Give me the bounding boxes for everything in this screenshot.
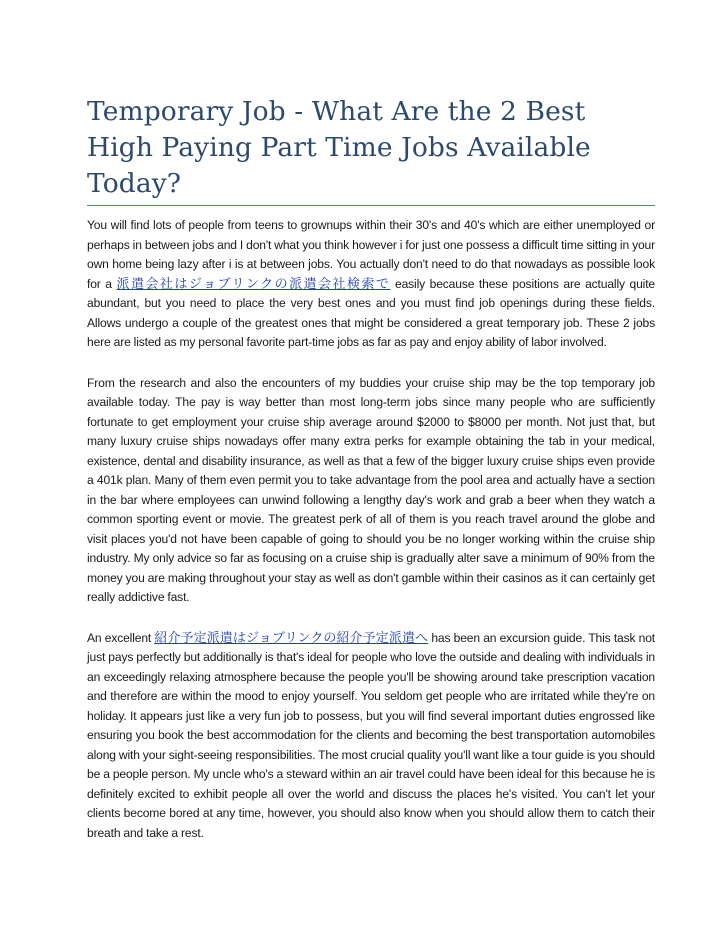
paragraph-tour-guide-text-after: has been an excursion guide. This task not just pays perfectly but additionally is that's ideal for people who love the outside and dealing with individuals in an exceedingly relaxing atmosphere because the people you'll be showing around take prescription vacation and therefore are within the mood to enjoy yourself. You seldom get people who are irritated while they're on holiday. It appears just like a very fun job to possess, but you will find several important duties engrossed like ensuring you book the best accommodation for the clients and becoming the best transportation automobiles along with your sight-seeing responsibilities. The most crucial quality you'll want like a tour guide is you should be a people person. My uncle who's a steward within an air travel could have been ideal for this because he is definitely excited to exhibit people all over the world and discuss the places he's visited. You can't let your clients become bored at any time, however, you should also know when you should allow them to catch their breath and take a rest. — [87, 630, 655, 840]
paragraph-intro — [87, 216, 655, 353]
temp-to-hire-link[interactable]: 紹介予定派遣はジョブリンクの紹介予定派遣へ — [154, 630, 429, 646]
document-page — [87, 94, 655, 843]
page-title: Temporary Job - What Are the 2 Best High Paying Part Time Jobs Available Today? — [87, 96, 591, 199]
paragraph-intro-text-after: easily because these positions are actually quite abundant, but you need to place the very best ones and you must find job openings during these fields. Allows undergo a couple of the greatest ones that might be considered a great temporary job. These 2 jobs here are listed as my personal favorite part-time jobs as far as pay and enjoy ability of labor involved. — [87, 276, 655, 349]
paragraph-intro-text-before: You will find lots of people from teens to grownups within their 30's and 40's which are either unemployed or perhaps in between jobs and I don't what you think however i for just one possess a difficult time sitting in your own home being lazy after i is at between jobs. You actually don't need to do that nowadays as possible look for a — [87, 218, 655, 291]
paragraph-tour-guide — [87, 629, 655, 844]
temp-agency-search-link[interactable]: 派遣会社はジョブリンクの派遣会社検索で — [116, 276, 391, 292]
paragraph-cruise-ship: From the research and also the encounters of my buddies your cruise ship may be the top temporary job available today. The pay is way better than most long-term jobs since many people who are sufficiently fortunate to get employment your cruise ship average around $2000 to $8000 per month. Not just that, but many luxury cruise ships nowadays offer many extra perks for example obtaining the tab in your medical, existence, dental and disability insurance, as well as that a few of the bigger luxury cruise ships even provide a 401k plan. Many of them even permit you to take advantage from the pool area and actually have a section in the bar where employees can unwind following a lengthy day's work and grab a beer when they watch a common sporting event or movie. The greatest perk of all of them is you reach travel around the globe and visit places you'd not have been capable of going to should you be no longer working within the cruise ship industry. My only advice so far as focusing on a cruise ship is gradually alter save a minimum of 90% from the money you are making throughout your stay as well as don't gamble within their casinos as it can certainly get really addictive fast. — [87, 375, 655, 604]
title-underline-rule — [87, 205, 655, 206]
paragraph-tour-guide-text-before: An excellent — [87, 630, 155, 645]
